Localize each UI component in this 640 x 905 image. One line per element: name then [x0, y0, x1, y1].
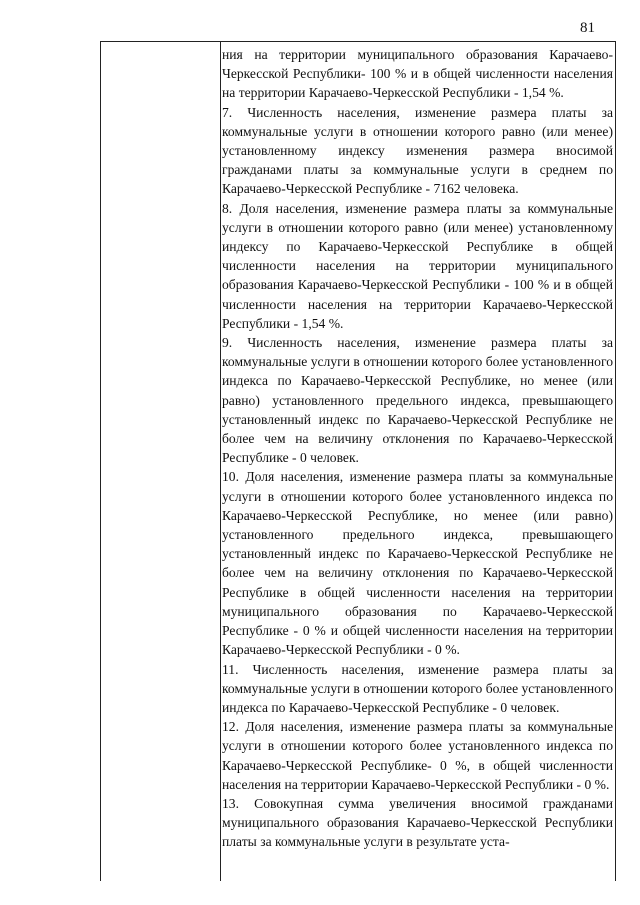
text-column	[222, 45, 613, 879]
paragraph-item-11: 11. Численность населения, изменение размера платы за коммунальные услуги в отношении которого более установленного индекса по Карачаево-Черкесской Республике - 0 человек.	[222, 661, 613, 715]
paragraph-item-10: 10. Доля населения, изменение размера платы за коммунальные услуги в отношении которого более установленного индекса по Карачаево-Черкесской Республике, но менее (или равно) установленного предельного индекса, превышающего установленный индекс по Карачаево-Черкесской Республике не более чем на величину отклонения по Карачаево-Черкесской Республике в общей численности населения на территории муниципального образования по Карачаево-Черкесской Республике - 0 % и общей численности населения на территории Карачаево-Черкесской Республики - 0 %.	[222, 469, 613, 658]
paragraph-item-7: 7. Численность населения, изменение размера платы за коммунальные услуги в отношении которого равно (или менее) установленному индексу изменения размера вносимой гражданами платы за коммунальные услуги в среднем по Карачаево-Черкесской Республике - 7162 человека.	[222, 104, 613, 197]
empty-left-column	[101, 42, 221, 881]
document-table	[100, 41, 616, 881]
paragraph-item-8: 8. Доля населения, изменение размера платы за коммунальные услуги в отношении которого равно (или менее) установленному индексу по Карачаево-Черкесской Республике в общей численности населения на территории муниципального образования Карачаево-Черкесской Республики - 100 % и в общей численности населения на территории Карачаево-Черкесской Республики - 1,54 %.	[222, 200, 613, 331]
paragraph-item-12: 12. Доля населения, изменение размера платы за коммунальные услуги в отношении которого более установленного индекса по Карачаево-Черкесской Республике- 0 %, в общей численности населения на территории Карачаево-Черкесской Республики - 0 %.	[222, 719, 613, 792]
page-number: 81	[580, 20, 595, 36]
paragraph-item-13: 13. Совокупная сумма увеличения вносимой гражданами муниципального образования Карачаево-Черкесской Республики платы за коммунальные услуги в результате уста-	[222, 795, 613, 850]
paragraph-continuation: ния на территории муниципального образования Карачаево-Черкесской Республики- 100 % и в общей численности населения на территории Карачаево-Черкесской Республики - 1,54 %.	[222, 47, 613, 101]
paragraph-item-9: 9. Численность населения, изменение размера платы за коммунальные услуги в отношении которого более установленного индекса по Карачаево-Черкесской Республике, но менее (или равно) установленного предельного индекса, превышающего установленный индекс по Карачаево-Черкесской Республике не более чем на величину отклонения по Карачаево-Черкесской Республике - 0 человек.	[222, 335, 613, 466]
